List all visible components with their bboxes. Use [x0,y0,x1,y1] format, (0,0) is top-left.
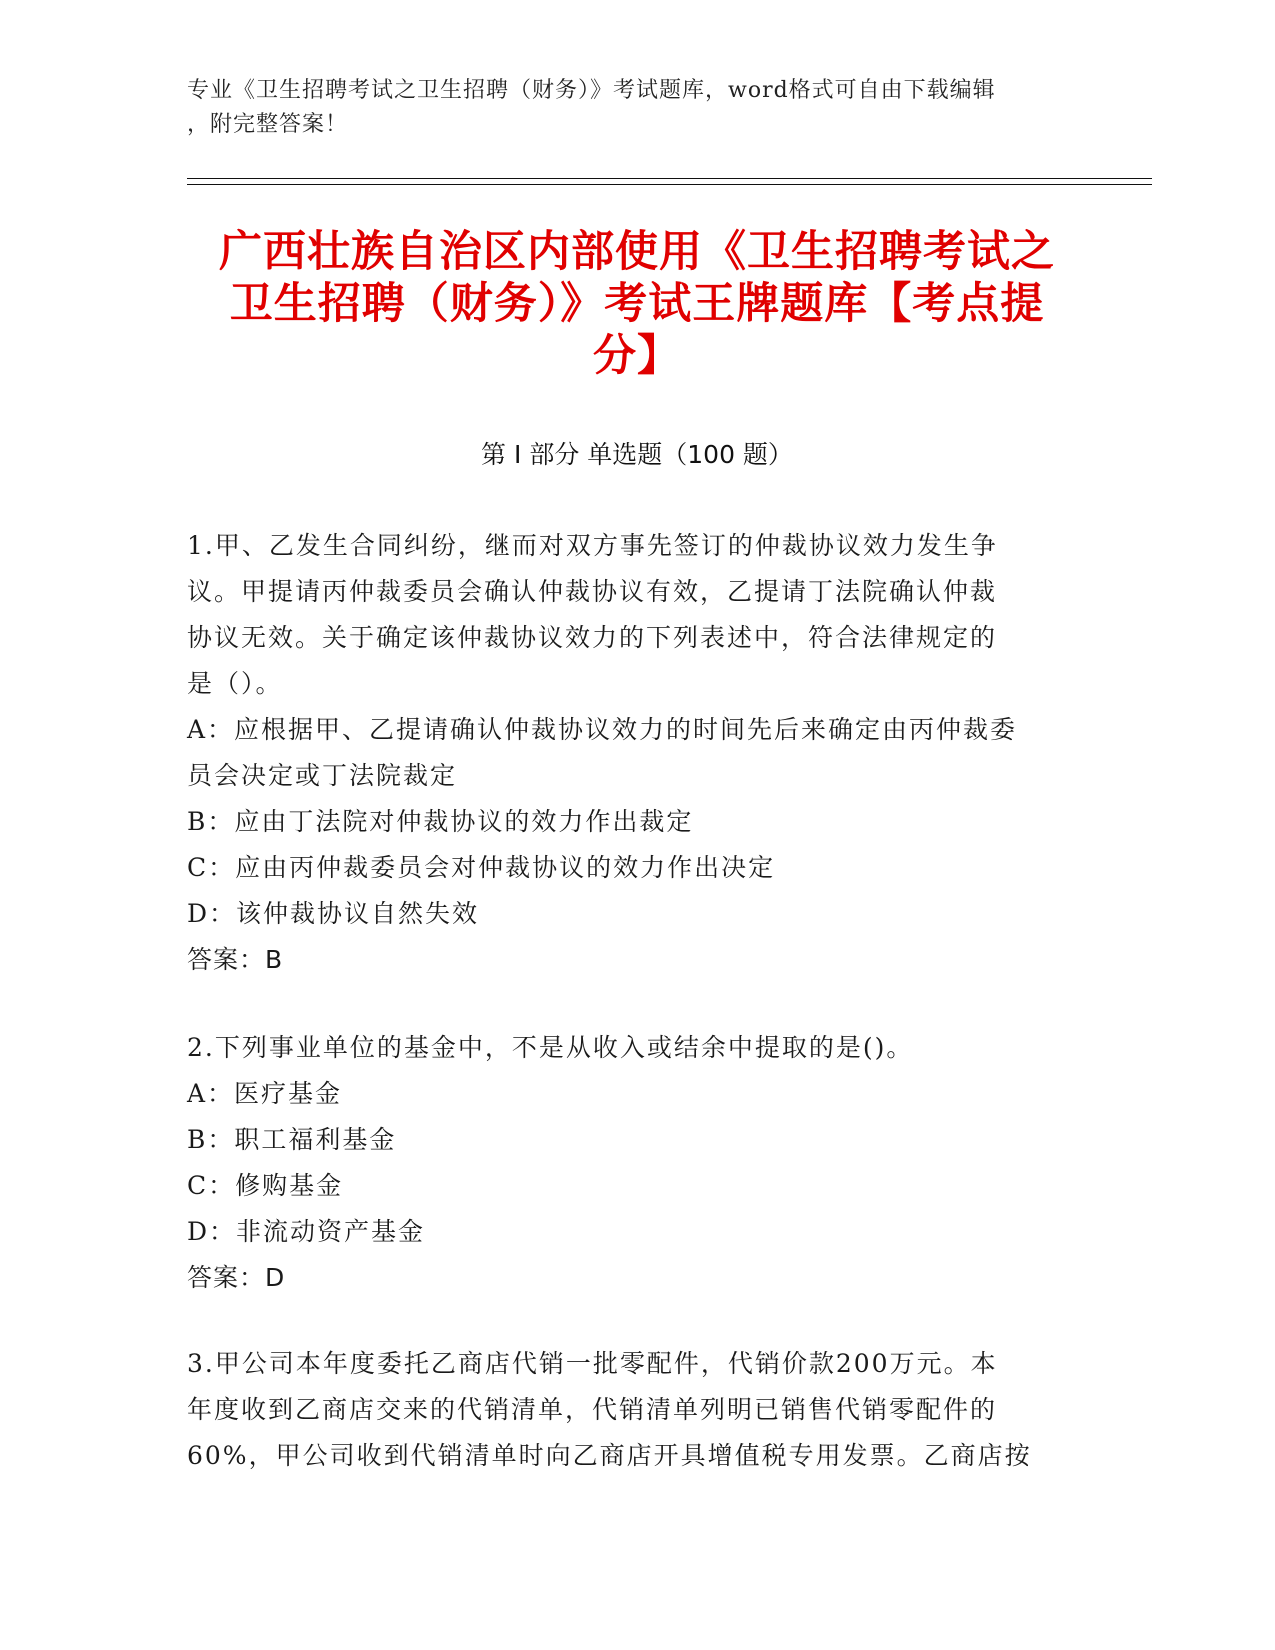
option-d: D：非流动资产基金 [187,1217,426,1246]
question-stem-line: 是（）。 [187,669,283,698]
option-c: C：修购基金 [187,1171,344,1200]
question-3 [187,1341,1067,1479]
option-a-continued: 员会决定或丁法院裁定 [187,761,458,790]
question-stem-line: 议。甲提请丙仲裁委员会确认仲裁协议有效，乙提请丁法院确认仲裁 [187,577,998,606]
question-stem-line: 2.下列事业单位的基金中，不是从收入或结余中提取的是()。 [187,1033,914,1062]
answer-line: 答案：D [187,1263,286,1292]
option-a: A：医疗基金 [187,1079,343,1108]
document-title [187,226,1087,382]
header-divider [187,184,1152,185]
option-c: C：应由丙仲裁委员会对仲裁协议的效力作出决定 [187,853,776,882]
title-line: 分】 [593,331,681,381]
header-note [187,74,1067,142]
question-stem-line: 协议无效。关于确定该仲裁协议效力的下列表述中，符合法律规定的 [187,623,998,652]
option-b: B：应由丁法院对仲裁协议的效力作出裁定 [187,807,694,836]
title-line: 卫生招聘（财务）》考试王牌题库【考点提 [229,279,1045,329]
answer-line: 答案：B [187,945,284,974]
header-note-line: ，附完整答案！ [187,112,349,137]
question-2 [187,1025,1067,1301]
section-heading: 第 I 部分 单选题（100 题） [481,440,793,469]
question-stem-line: 1.甲、乙发生合同纠纷，继而对双方事先签订的仲裁协议效力发生争 [187,531,998,560]
option-a: A：应根据甲、乙提请确认仲裁协议效力的时间先后来确定由丙仲裁委 [187,715,1018,744]
question-stem-line: 3.甲公司本年度委托乙商店代销一批零配件，代销价款200万元。本 [187,1349,998,1378]
header-note-line: 专业《卫生招聘考试之卫生招聘（财务）》考试题库，word格式可自由下载编辑 [187,78,996,103]
question-stem-line: 年度收到乙商店交来的代销清单，代销清单列明已销售代销零配件的 [187,1395,998,1424]
title-line: 广西壮族自治区内部使用《卫生招聘考试之 [219,227,1055,277]
option-b: B：职工福利基金 [187,1125,397,1154]
question-1 [187,523,1067,983]
option-d: D：该仲裁协议自然失效 [187,899,480,928]
question-stem-line: 60%，甲公司收到代销清单时向乙商店开具增值税专用发票。乙商店按 [187,1441,1032,1470]
header-divider [187,178,1152,179]
